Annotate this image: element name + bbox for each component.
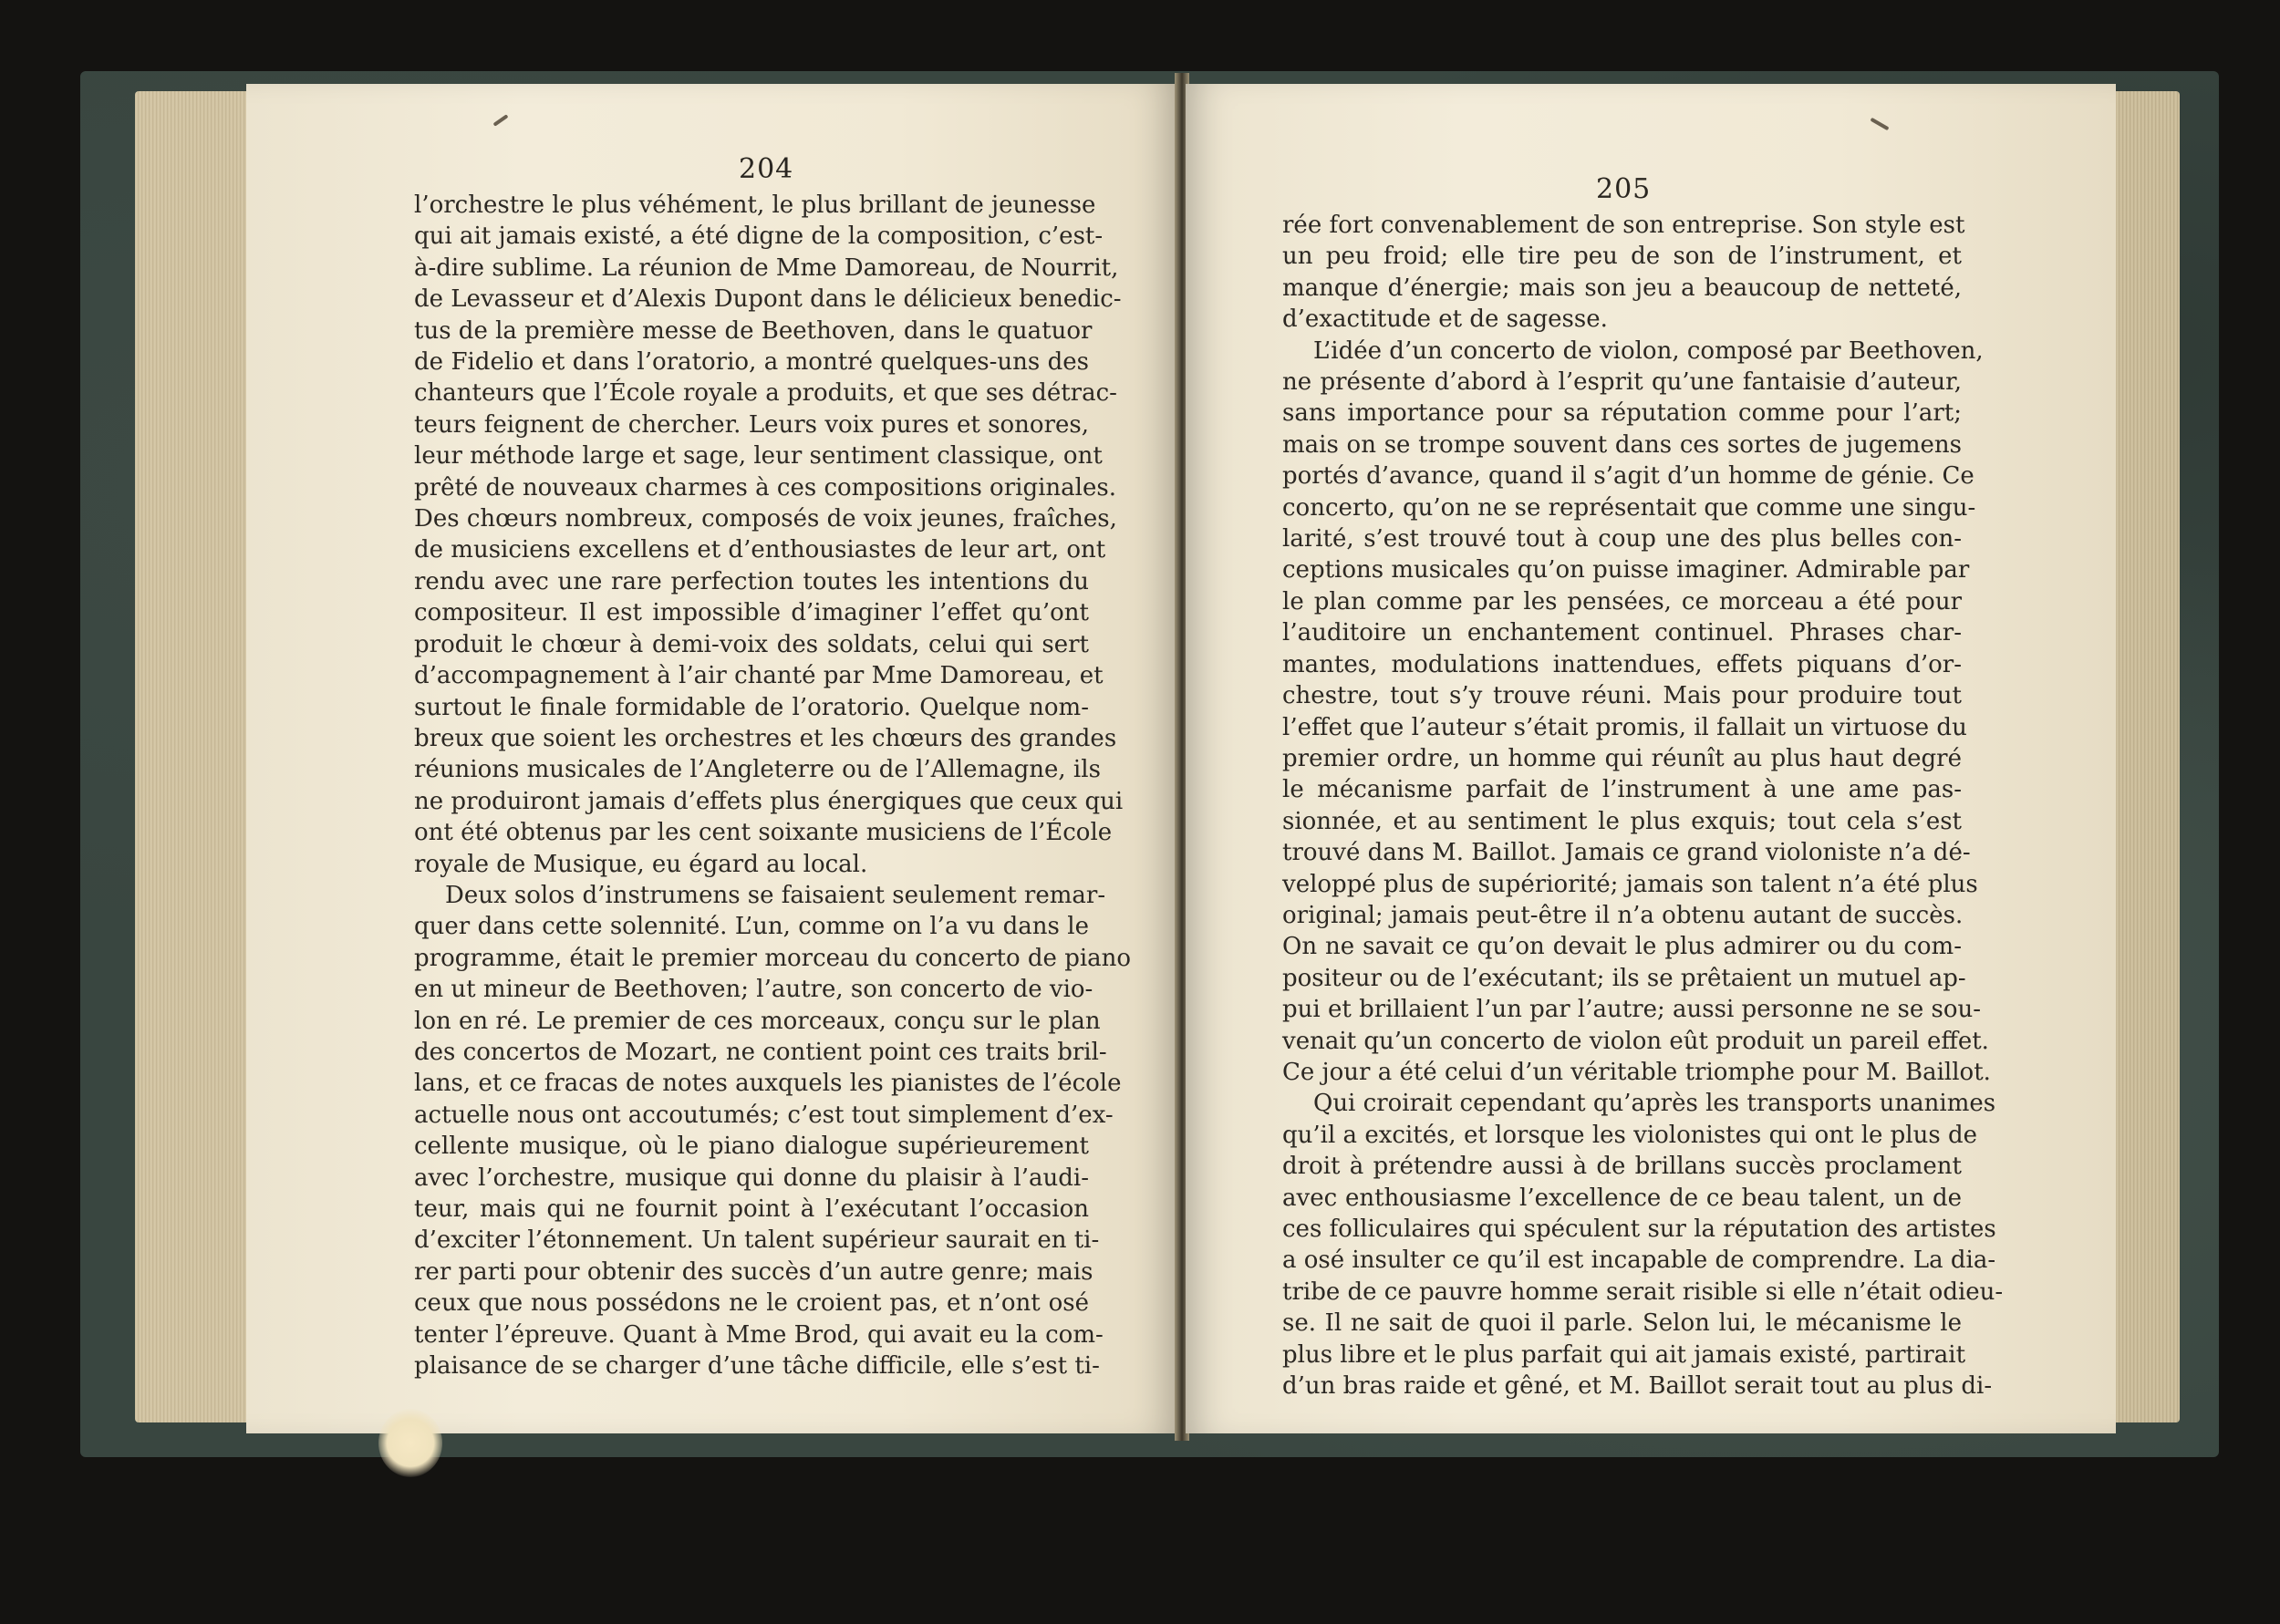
text-line: rendu avec une rare perfection toutes les intentions du <box>414 567 1089 595</box>
text-line: des concertos de Mozart, ne contient point ces traits bril- <box>414 1038 1107 1066</box>
text-line: droit à prétendre aussi à de brillans succès proclament <box>1282 1153 1962 1181</box>
text-line: sans importance pour sa réputation comme pour l’art; <box>1282 399 1962 428</box>
text-line: veloppé plus de supériorité; jamais son talent n’a été plus <box>1282 870 1978 898</box>
text-line: l’effet que l’auteur s’était promis, il fallait un virtuose du <box>1282 713 1967 741</box>
text-line: ne produiront jamais d’effets plus énergiques que ceux qui <box>414 787 1124 815</box>
text-line: premier ordre, un homme qui réunît au plus haut degré <box>1282 744 1962 772</box>
text-line: venait qu’un concerto de violon eût produit un pareil effet. <box>1282 1027 1989 1055</box>
text-line: royale de Musique, eu égard au local. <box>414 850 868 878</box>
pencil-mark <box>1870 118 1889 130</box>
text-line: tribe de ce pauvre homme serait risible si elle n’était odieu- <box>1282 1277 2004 1306</box>
text-line: lans, et ce fracas de notes auxquels les pianistes de l’école <box>414 1070 1122 1098</box>
text-line: tenter l’épreuve. Quant à Mme Brod, qui avait eu la com- <box>414 1320 1104 1349</box>
text-line: se. Il ne sait de quoi il parle. Selon lui, le mécanisme le <box>1282 1309 1962 1338</box>
text-line: ceptions musicales qu’on puisse imaginer. Admirable par <box>1282 556 1970 584</box>
text-line: d’accompagnement à l’air chanté par Mme Damoreau, et <box>414 662 1104 690</box>
left-page-edges <box>135 91 254 1422</box>
text-line: surtout le finale formidable de l’oratorio. Quelque nom- <box>414 693 1089 721</box>
text-line: Qui croirait cependant qu’après les transports unanimes <box>1313 1090 1996 1118</box>
text-line: ces folliculaires qui spéculent sur la réputation des artistes <box>1282 1215 1996 1243</box>
left-page <box>246 84 1176 1433</box>
text-line: à-dire sublime. La réunion de Mme Damoreau, de Nourrit, <box>414 253 1119 282</box>
text-line: d’exciter l’étonnement. Un talent supérieur saurait en ti- <box>414 1226 1100 1255</box>
page-number-left: 204 <box>739 153 794 185</box>
text-line: cellente musique, où le piano dialogue supérieurement <box>414 1133 1089 1161</box>
paper-stain <box>378 1409 442 1477</box>
text-line: de Levasseur et d’Alexis Dupont dans le délicieux benedic- <box>414 285 1122 314</box>
text-line: de musiciens excellens et d’enthousiastes de leur art, ont <box>414 536 1106 564</box>
text-line: mantes, modulations inattendues, effets piquans d’or- <box>1282 650 1962 678</box>
text-line: mais on se trompe souvent dans ces sortes de jugemens <box>1282 430 1962 459</box>
text-line: chestre, tout s’y trouve réuni. Mais pour produire tout <box>1282 682 1962 710</box>
right-page-text <box>1282 210 2004 1402</box>
text-line: concerto, qu’on ne se représentait que comme une singu- <box>1282 493 1976 522</box>
text-line: rée fort convenablement de son entreprise. Son style est <box>1282 212 1965 239</box>
text-line: l’orchestre le plus véhément, le plus brillant de jeunesse <box>414 191 1096 219</box>
text-line: Des chœurs nombreux, composés de voix jeunes, fraîches, <box>414 505 1117 533</box>
text-line: d’un bras raide et gêné, et M. Baillot serait tout au plus di- <box>1282 1372 1993 1401</box>
text-line: breux que soient les orchestres et les chœurs des grandes <box>414 724 1117 752</box>
text-line: leur méthode large et sage, leur sentiment classique, ont <box>414 442 1103 471</box>
text-line: sionnée, et au sentiment le plus exquis; tout cela s’est <box>1282 807 1962 835</box>
text-line: avec enthousiasme l’excellence de ce beau talent, un de <box>1282 1184 1962 1212</box>
text-line: a osé insulter ce qu’il est incapable de comprendre. La dia- <box>1282 1246 1996 1275</box>
text-line: compositeur. Il est impossible d’imaginer l’effet qu’ont <box>414 599 1089 627</box>
pencil-mark <box>492 114 508 127</box>
text-line: qu’il a excités, et lorsque les violonistes qui ont le plus de <box>1282 1121 1977 1149</box>
text-line: le mécanisme parfait de l’instrument à une ame pas- <box>1282 776 1962 804</box>
text-line: quer dans cette solennité. L’un, comme on l’a vu dans le <box>414 913 1089 941</box>
text-line: ceux que nous possédons ne le croient pas, et n’ont osé <box>414 1289 1089 1318</box>
text-line: plus libre et le plus parfait qui ait jamais existé, partirait <box>1282 1340 1966 1369</box>
text-line: produit le chœur à demi-voix des soldats, celui qui sert <box>414 630 1089 658</box>
text-line: On ne savait ce qu’on devait le plus admirer ou du com- <box>1282 933 1962 961</box>
text-line: pui et brillaient l’un par l’autre; aussi personne ne se sou- <box>1282 996 1982 1024</box>
text-line: de Fidelio et dans l’oratorio, a montré quelques-uns des <box>414 348 1089 377</box>
text-line: teurs feignent de chercher. Leurs voix pures et sonores, <box>414 410 1089 439</box>
text-line: portés d’avance, quand il s’agit d’un homme de génie. Ce <box>1282 462 1974 491</box>
text-line: manque d’énergie; mais son jeu a beaucoup de netteté, <box>1282 274 1962 302</box>
text-line: chanteurs que l’École royale a produits, et que ses détrac- <box>414 379 1117 408</box>
text-line: actuelle nous ont accoutumés; c’est tout simplement d’ex- <box>414 1101 1114 1129</box>
text-line: un peu froid; elle tire peu de son de l’instrument, et <box>1282 243 1962 271</box>
text-line: original; jamais peut-être il n’a obtenu autant de succès. <box>1282 901 1964 929</box>
text-line: lon en ré. Le premier de ces morceaux, conçu sur le plan <box>414 1007 1101 1035</box>
text-line: trouvé dans M. Baillot. Jamais ce grand violoniste n’a dé- <box>1282 839 1971 867</box>
page-number-right: 205 <box>1596 173 1652 205</box>
text-line: Ce jour a été celui d’un véritable triomphe pour M. Baillot. <box>1282 1058 1991 1086</box>
text-line: qui ait jamais existé, a été digne de la composition, c’est- <box>414 222 1104 251</box>
text-line: réunions musicales de l’Angleterre ou de l’Allemagne, ils <box>414 756 1101 784</box>
text-line: tus de la première messe de Beethoven, dans le quatuor <box>414 316 1093 345</box>
text-line: L’idée d’un concerto de violon, composé par Beethoven, <box>1313 336 1984 365</box>
text-line: d’exactitude et de sagesse. <box>1282 305 1608 334</box>
text-line: prêté de nouveaux charmes à ces compositions originales. <box>414 473 1116 502</box>
text-line: programme, était le premier morceau du concerto de piano <box>414 944 1132 972</box>
text-line: avec l’orchestre, musique qui donne du plaisir à l’audi- <box>414 1164 1089 1192</box>
right-page-edges <box>2116 91 2180 1422</box>
text-line: l’auditoire un enchantement continuel. Phrases char- <box>1282 619 1962 647</box>
text-line: positeur ou de l’exécutant; ils se prêtaient un mutuel ap- <box>1282 964 1966 992</box>
text-line: ont été obtenus par les cent soixante musiciens de l’École <box>414 819 1113 847</box>
text-line: Deux solos d’instrumens se faisaient seulement remar- <box>445 881 1106 909</box>
right-page <box>1186 84 2116 1433</box>
left-page-text <box>414 190 1132 1381</box>
text-line: ne présente d’abord à l’esprit qu’une fantaisie d’auteur, <box>1282 368 1962 397</box>
text-line: teur, mais qui ne fournit point à l’exécutant l’occasion <box>414 1195 1089 1223</box>
text-line: larité, s’est trouvé tout à coup une des plus belles con- <box>1282 525 1962 553</box>
text-line: rer parti pour obtenir des succès d’un autre genre; mais <box>414 1257 1093 1286</box>
text-line: en ut mineur de Beethoven; l’autre, son concerto de vio- <box>414 976 1093 1004</box>
text-line: le plan comme par les pensées, ce morceau a été pour <box>1282 587 1962 615</box>
text-line: plaisance de se charger d’une tâche difficile, elle s’est ti- <box>414 1352 1100 1381</box>
